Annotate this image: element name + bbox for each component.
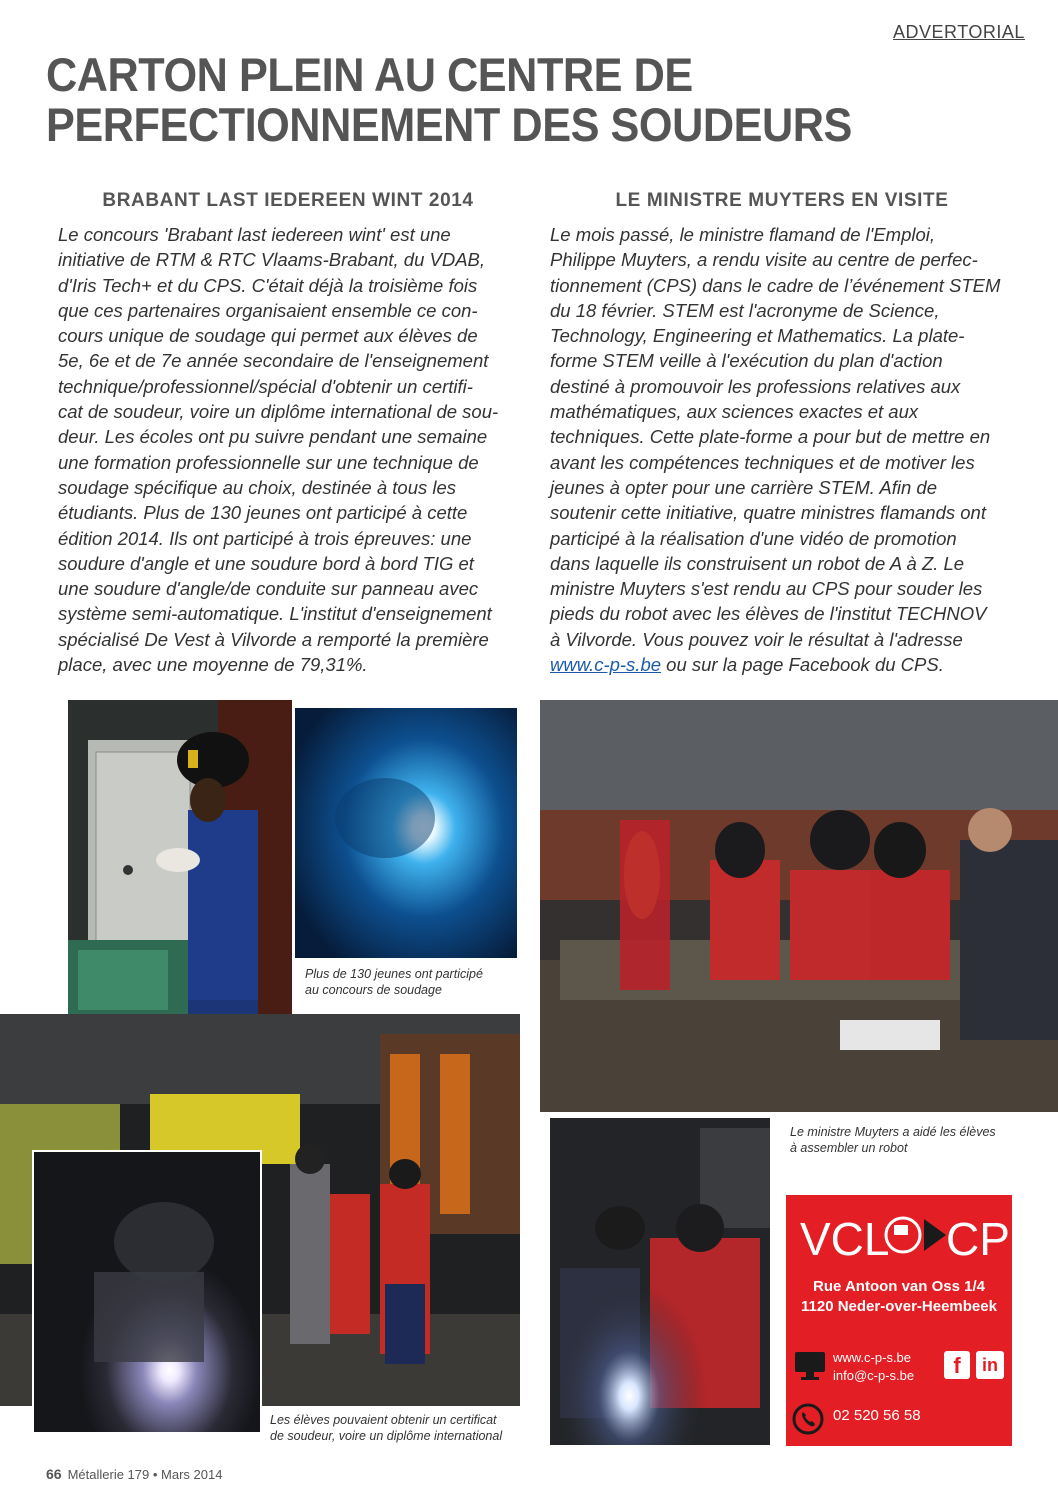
ad-website-link[interactable]: www.c-p-s.be [833, 1350, 912, 1365]
left-line: spécialisé De Vest à Vilvorde a remporté la première [58, 628, 489, 650]
left-column-title: BRABANT LAST IEDEREEN WINT 2014 [102, 190, 474, 211]
caption-participants [305, 966, 515, 998]
ad-address-line-2: 1120 Neder-over-Heembeek [801, 1298, 997, 1315]
right-line: pieds du robot avec les élèves de l'institut TECHNOV [550, 603, 987, 625]
title-line-2: PERFECTIONNEMENT DES SOUDEURS [46, 98, 852, 151]
website-link[interactable]: www.c-p-s.be [550, 654, 662, 676]
photo-welding-closeup [32, 1150, 262, 1434]
page-title [46, 50, 948, 150]
ad-logo-arrow-icon [924, 1219, 946, 1251]
right-line: dans laquelle ils construisent un robot de A à Z. Le [550, 552, 965, 574]
right-column-title: LE MINISTRE MUYTERS EN VISITE [615, 190, 949, 211]
right-line: techniques. Cette plate-forme a pour but de mettre en [550, 426, 991, 448]
right-line-rest: ou sur la page Facebook du CPS. [661, 654, 944, 676]
right-line [550, 652, 1020, 677]
ad-logo-helmet-icon [894, 1225, 908, 1235]
monitor-icon [794, 1351, 826, 1381]
left-line: soudage spécifique au choix, destinée à tous les [58, 476, 457, 498]
page-number: 66 [46, 1466, 62, 1482]
left-line: étudiants. Plus de 130 jeunes ont participé à cette [58, 502, 468, 524]
caption-minister [790, 1124, 1020, 1156]
caption-1-line-2: au concours de soudage [305, 983, 442, 997]
right-line: ministre Muyters s'est rendu au CPS pour souder les [550, 578, 983, 600]
right-line: Technology, Engineering et Mathematics. La plate- [550, 325, 965, 347]
left-line: que ces partenaires organisaient ensemble ce con- [58, 299, 478, 321]
caption-1-line-1: Plus de 130 jeunes ont participé [305, 967, 483, 981]
left-line: édition 2014. Ils ont participé à trois épreuves: une [58, 527, 472, 549]
left-line: d'Iris Tech+ et du CPS. C'était déjà la troisième fois [58, 274, 478, 296]
left-line: deur. Les écoles ont pu suivre pendant une semaine [58, 426, 488, 448]
photo-welding-arc [295, 708, 517, 958]
ad-email-link[interactable]: info@c-p-s.be [833, 1368, 915, 1383]
right-line: mathématiques, aux sciences exactes et aux [550, 401, 919, 423]
left-line: soudure d'angle et une soudure bord à bord TIG et [58, 552, 474, 574]
phone-icon [792, 1403, 824, 1435]
left-line: technique/professionnel/spécial d'obtenir un certifi- [58, 375, 473, 397]
linkedin-icon[interactable]: in [976, 1351, 1004, 1379]
caption-2-line-2: de soudeur, voire un diplôme international [270, 1429, 503, 1443]
right-line: avant les compétences techniques et de motiver les [550, 451, 975, 473]
facebook-icon[interactable]: f [944, 1351, 970, 1379]
left-line: une formation professionnelle sur une technique de [58, 451, 479, 473]
right-line: Philippe Muyters, a rendu visite au centre de perfec- [550, 249, 978, 271]
ad-address [786, 1277, 1012, 1317]
photo-students-welding [550, 1118, 770, 1445]
right-line: destiné à promouvoir les professions relatives aux [550, 375, 961, 397]
left-line: 5e, 6e et de 7e année secondaire de l'enseignement [58, 350, 489, 372]
left-line: cat de soudeur, voire un diplôme international de sou- [58, 401, 499, 423]
left-line: cours unique de soudage qui permet aux élèves de [58, 325, 478, 347]
caption-certificate [270, 1412, 520, 1444]
right-line: du 18 février. STEM est l'acronyme de Science, [550, 299, 940, 321]
right-line: Le mois passé, le ministre flamand de l'Emploi, [550, 224, 936, 245]
ad-phone[interactable]: 02 520 56 58 [833, 1407, 921, 1424]
left-column-text [58, 222, 528, 677]
ad-contact [833, 1349, 914, 1385]
page-footer [46, 1466, 222, 1482]
left-line: une soudure d'angle/de conduite sur panneau avec [58, 578, 479, 600]
caption-2-line-1: Les élèves pouvaient obtenir un certificat [270, 1413, 497, 1427]
left-line: système semi-automatique. L'institut d'enseignement [58, 603, 492, 625]
ad-address-line-1: Rue Antoon van Oss 1/4 [813, 1278, 985, 1295]
right-column-text [550, 222, 1020, 677]
advertorial-label: ADVERTORIAL [893, 22, 1025, 42]
right-line: forme STEM veille à l'exécution du plan d'action [550, 350, 943, 372]
left-line: Le concours 'Brabant last iedereen wint' est une [58, 224, 451, 245]
caption-3-line-2: à assembler un robot [790, 1141, 908, 1155]
ad-logo-left: VCL [800, 1213, 890, 1265]
publication-info: Métallerie 179 • Mars 2014 [67, 1467, 223, 1482]
vcl-cps-advertisement[interactable] [786, 1195, 1041, 1446]
right-line: participé à la réalisation d'une vidéo de promotion [550, 527, 957, 549]
right-line: jeunes à opter pour une carrière STEM. Afin de [550, 476, 937, 498]
right-line: soutenir cette initiative, quatre ministres flamands ont [550, 502, 986, 524]
caption-3-line-1: Le ministre Muyters a aidé les élèves [790, 1125, 996, 1139]
left-line: place, avec une moyenne de 79,31%. [58, 654, 368, 676]
ad-logo-right: CPS [946, 1213, 1041, 1265]
right-line: tionnement (CPS) dans le cadre de l’événement STEM [550, 274, 1001, 296]
title-line-1: CARTON PLEIN AU CENTRE DE [46, 48, 693, 101]
right-line: à Vilvorde. Vous pouvez voir le résultat à l'adresse [550, 628, 963, 650]
ad-logo [786, 1195, 1041, 1273]
photo-minister-workbench [540, 700, 1058, 1112]
left-line: initiative de RTM & RTC Vlaams-Brabant, du VDAB, [58, 249, 486, 271]
